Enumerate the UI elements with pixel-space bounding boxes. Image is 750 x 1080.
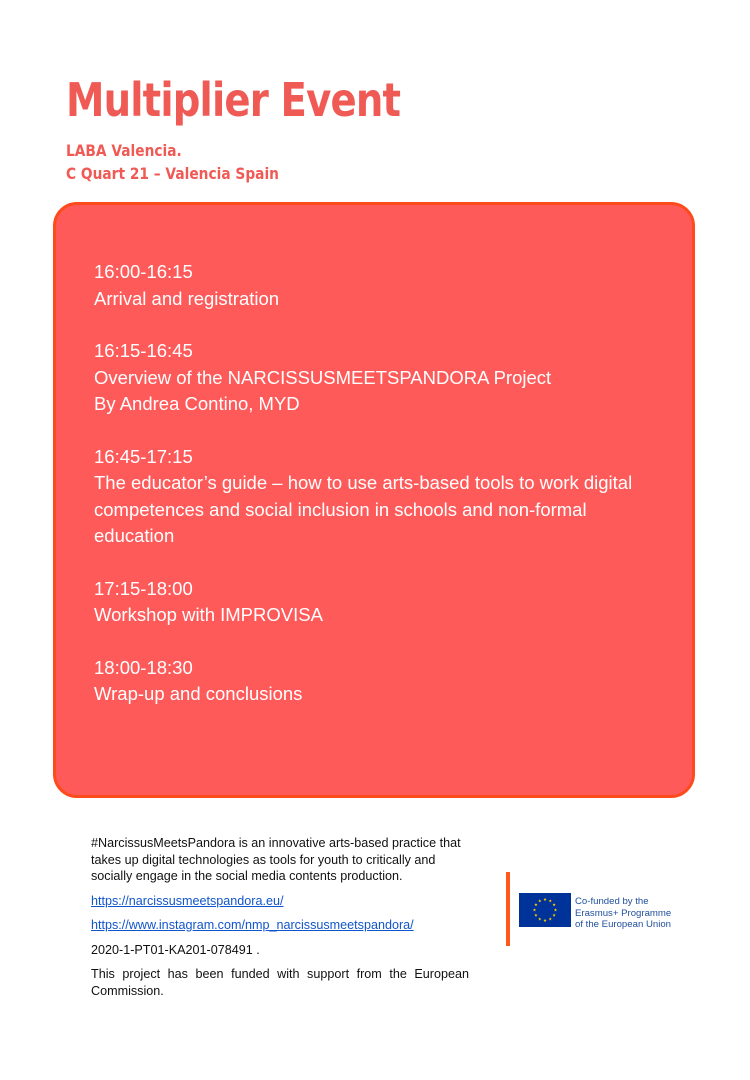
- venue-street: C Quart 21 – Valencia Spain: [66, 164, 279, 183]
- project-description: #NarcissusMeetsPandora is an innovative arts-based practice that takes up digital technologies as tools for youth to critically and socially engage in the social media contents production.: [91, 836, 461, 883]
- venue-name: LABA Valencia.: [66, 141, 182, 160]
- agenda-description: The educator’s guide – how to use arts-based tools to work digital competences and social inclusion in schools and non-formal education: [94, 472, 633, 546]
- agenda-description: Wrap-up and conclusions: [94, 683, 303, 704]
- agenda-time: 18:00-18:30: [94, 656, 193, 678]
- eu-label-line: Co-funded by the: [575, 896, 649, 907]
- agenda-speaker: By Andrea Contino, MYD: [94, 393, 300, 414]
- agenda-description: Overview of the NARCISSUSMEETSPANDORA Project: [94, 366, 552, 388]
- agenda-time: 17:15-18:00: [94, 577, 193, 599]
- agenda-item: [94, 338, 664, 418]
- agenda-description: Arrival and registration: [94, 287, 280, 309]
- agenda-time: 16:15-16:45: [94, 340, 193, 361]
- agenda-list: [94, 259, 664, 734]
- orange-divider: [506, 872, 510, 946]
- eu-label-line: of the European Union: [575, 919, 672, 930]
- footer-info: [91, 835, 469, 1007]
- agenda-item: [94, 655, 664, 708]
- agenda-time: 16:00-16:15: [94, 261, 193, 282]
- eu-flag-icon: [519, 893, 571, 927]
- venue-address: [66, 139, 279, 185]
- instagram-link[interactable]: https://www.instagram.com/nmp_narcissusmeetspandora/: [91, 918, 414, 932]
- page-title: Multiplier Event: [66, 73, 401, 127]
- agenda-item: [94, 259, 664, 312]
- website-link[interactable]: https://narcissusmeetspandora.eu/: [91, 893, 284, 908]
- agenda-time: 16:45-17:15: [94, 445, 193, 467]
- agenda-description: Workshop with IMPROVISA: [94, 604, 323, 625]
- project-code: 2020-1-PT01-KA201-078491 .: [91, 942, 260, 957]
- agenda-item: [94, 576, 664, 629]
- eu-cofunded-label: [575, 896, 671, 931]
- funding-note: This project has been funded with support from the European Commission.: [91, 967, 469, 998]
- agenda-item: [94, 444, 664, 550]
- agenda-panel: [53, 202, 695, 798]
- eu-label-line: Erasmus+ Programme: [575, 907, 672, 919]
